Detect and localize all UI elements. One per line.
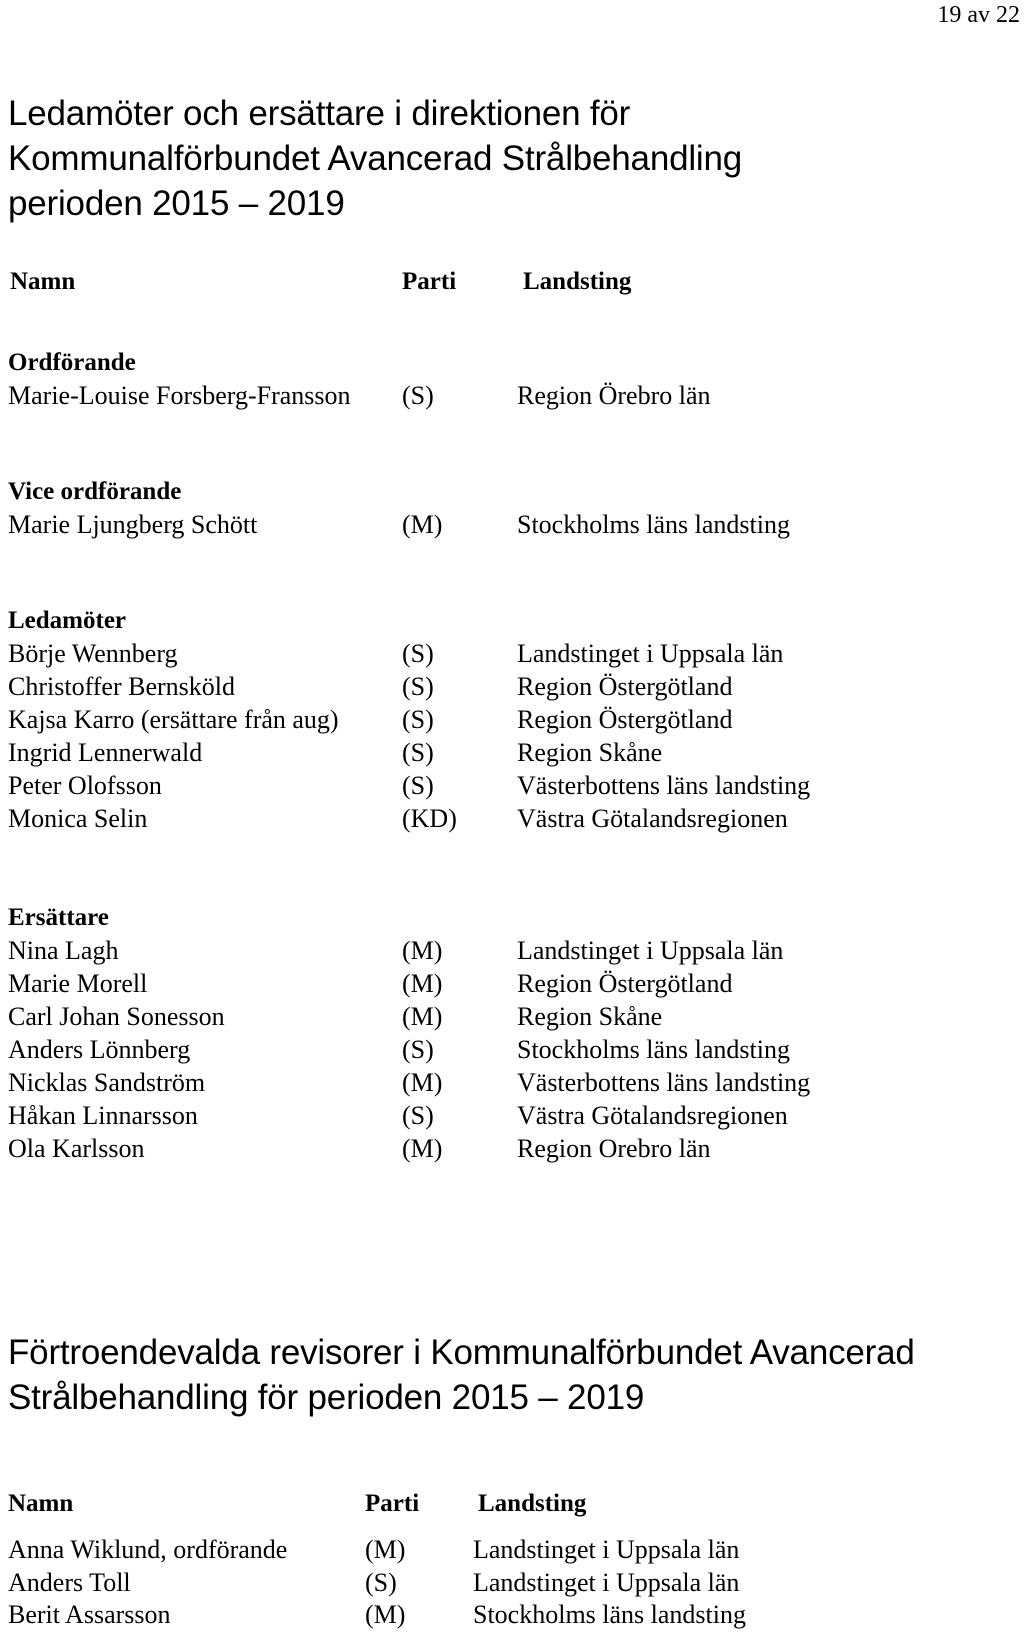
member-party: (S)	[402, 672, 434, 701]
member-name: Håkan Linnarsson	[8, 1101, 198, 1130]
column-header-region: Landsting	[523, 268, 632, 295]
section1-title-line: perioden 2015 – 2019	[8, 184, 345, 223]
member-region: Region Orebro län	[517, 1134, 711, 1163]
member-party: (S)	[402, 381, 434, 410]
member-region: Västerbottens läns landsting	[517, 1068, 811, 1097]
table-row	[0, 969, 1024, 1002]
member-name: Carl Johan Sonesson	[8, 1002, 225, 1031]
member-party: (S)	[402, 738, 434, 767]
member-region: Region Skåne	[517, 1002, 663, 1031]
member-party: (KD)	[402, 804, 457, 833]
auditor-name: Anders Toll	[8, 1568, 131, 1597]
member-party: (M)	[402, 510, 443, 539]
member-name: Kajsa Karro (ersättare från aug)	[8, 705, 339, 734]
member-region: Region Skåne	[517, 738, 663, 767]
section2-title-line: Strålbehandling för perioden 2015 – 2019	[8, 1378, 645, 1417]
member-region: Region Östergötland	[517, 969, 733, 998]
table-row	[0, 771, 1024, 804]
group-label-chair: Ordförande	[8, 349, 136, 376]
table-row	[0, 1002, 1024, 1035]
member-party: (M)	[402, 936, 443, 965]
member-region: Region Örebro län	[517, 381, 711, 410]
table-row	[0, 1035, 1024, 1068]
member-region: Stockholms läns landsting	[517, 510, 790, 539]
member-name: Ingrid Lennerwald	[8, 738, 203, 767]
member-name: Marie Morell	[8, 969, 148, 998]
group-label-vice-chair: Vice ordförande	[8, 478, 182, 505]
section2-title-line: Förtroendevalda revisorer i Kommunalförbundet Avancerad	[8, 1333, 915, 1372]
member-party: (S)	[402, 639, 434, 668]
auditor-region: Landstinget i Uppsala län	[473, 1568, 740, 1597]
member-name: Marie-Louise Forsberg-Fransson	[8, 381, 351, 410]
section1-title-line: Kommunalförbundet Avancerad Strålbehandling	[8, 139, 743, 178]
table-row	[0, 510, 1024, 543]
table-row	[0, 1568, 1024, 1601]
auditor-party: (M)	[365, 1535, 406, 1564]
member-region: Landstinget i Uppsala län	[517, 936, 784, 965]
member-party: (S)	[402, 1101, 434, 1130]
member-name: Nicklas Sandström	[8, 1068, 206, 1097]
group-label-substitutes: Ersättare	[8, 904, 109, 931]
section2-title	[8, 1330, 915, 1420]
table-row	[0, 936, 1024, 969]
table-row	[0, 639, 1024, 672]
member-region: Region Östergötland	[517, 672, 733, 701]
table-row	[0, 738, 1024, 771]
member-region: Västra Götalandsregionen	[517, 1101, 788, 1130]
table-row	[0, 705, 1024, 738]
page-number: 19 av 22	[937, 2, 1020, 28]
table-row	[0, 1134, 1024, 1167]
table-row	[0, 1600, 1024, 1633]
member-name: Monica Selin	[8, 804, 148, 833]
auditor-name: Anna Wiklund, ordförande	[8, 1535, 288, 1564]
column-header-name: Namn	[8, 1490, 74, 1517]
section1-title-line: Ledamöter och ersättare i direktionen för	[8, 94, 631, 133]
member-name: Marie Ljungberg Schött	[8, 510, 258, 539]
member-name: Peter Olofsson	[8, 771, 162, 800]
section1-title	[8, 91, 742, 226]
member-name: Christoffer Bernsköld	[8, 672, 235, 701]
member-region: Landstinget i Uppsala län	[517, 639, 784, 668]
member-party: (M)	[402, 969, 443, 998]
member-name: Börje Wennberg	[8, 639, 178, 668]
member-name: Ola Karlsson	[8, 1134, 145, 1163]
table-row	[0, 672, 1024, 705]
member-party: (M)	[402, 1068, 443, 1097]
member-party: (M)	[402, 1134, 443, 1163]
table-row	[0, 804, 1024, 837]
table-row	[0, 381, 1024, 414]
auditor-name: Berit Assarsson	[8, 1600, 171, 1629]
member-party: (S)	[402, 705, 434, 734]
column-header-party: Parti	[402, 268, 457, 295]
group-label-members: Ledamöter	[8, 607, 127, 634]
auditor-region: Landstinget i Uppsala län	[473, 1535, 740, 1564]
member-region: Västra Götalandsregionen	[517, 804, 788, 833]
member-region: Stockholms läns landsting	[517, 1035, 790, 1064]
member-name: Nina Lagh	[8, 936, 119, 965]
column-header-region: Landsting	[478, 1490, 587, 1517]
member-region: Västerbottens läns landsting	[517, 771, 811, 800]
column-header-name: Namn	[10, 268, 76, 295]
auditor-region: Stockholms läns landsting	[473, 1600, 746, 1629]
member-party: (S)	[402, 771, 434, 800]
member-party: (M)	[402, 1002, 443, 1031]
member-region: Region Östergötland	[517, 705, 733, 734]
auditor-party: (M)	[365, 1600, 406, 1629]
auditor-party: (S)	[365, 1568, 397, 1597]
column-header-party: Parti	[365, 1490, 420, 1517]
member-name: Anders Lönnberg	[8, 1035, 191, 1064]
member-party: (S)	[402, 1035, 434, 1064]
table-row	[0, 1535, 1024, 1568]
table-row	[0, 1101, 1024, 1134]
table-row	[0, 1068, 1024, 1101]
